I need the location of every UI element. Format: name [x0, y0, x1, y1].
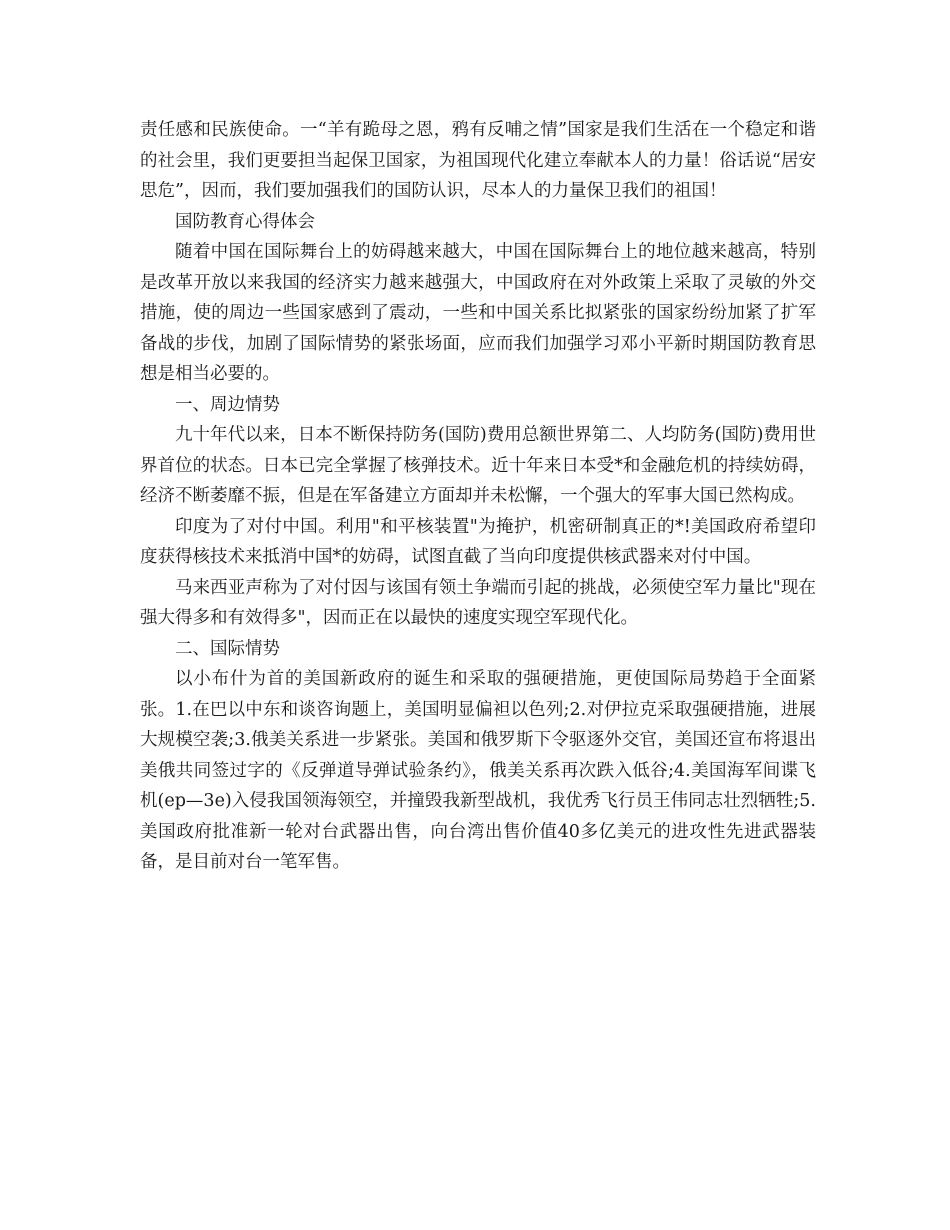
- paragraph-1: 责任感和民族使命。一“羊有跪母之恩，鸦有反哺之情”国家是我们生活在一个稳定和谐的社会里，我们更要担当起保卫国家，为祖国现代化建立奉献本人的力量！俗话说“居安思危”，因而，我们要加强我们的国防认识，尽本人的力量保卫我们的祖国！: [140, 120, 816, 201]
- paragraph-intro: 随着中国在国际舞台上的妨碍越来越大，中国在国际舞台上的地位越来越高，特别是改革开放以来我国的经济实力越来越强大，中国政府在对外政策上采取了灵敏的外交措施，使的周边一些国家感到了震动，一些和中国关系比拟紧张的国家纷纷加紧了扩军备战的步伐，加剧了国际情势的紧张场面，应而我们加强学习邓小平新时期国防教育思想是相当必要的。: [140, 242, 816, 384]
- paragraph-japan: 九十年代以来，日本不断保持防务(国防)费用总额世界第二、人均防务(国防)费用世界首位的状态。日本已完全掌握了核弹技术。近十年来日本受*和金融危机的持续妨碍，经济不断萎靡不振，但是在军备建立方面却并未松懈，一个强大的军事大国已然构成。: [140, 425, 816, 506]
- section-heading-2: 二、国际情势: [175, 638, 280, 659]
- document-body: [140, 115, 816, 878]
- section-title: 国防教育心得体会: [175, 211, 315, 232]
- paragraph-international: 以小布什为首的美国新政府的诞生和采取的强硬措施，更使国际局势趋于全面紧张。1.在巴以中东和谈咨询题上，美国明显偏袒以色列;2.对伊拉克采取强硬措施，进展大规模空袭;3.俄美关系进一步紧张。美国和俄罗斯下令驱逐外交官，美国还宣布将退出美俄共同签过字的《反弹道导弹试验条约》，俄美关系再次跌入低谷;4.美国海军间谍飞机(ep—3e)入侵我国领海领空，并撞毁我新型战机，我优秀飞行员王伟同志壮烈牺牲;5.美国政府批准新一轮对台武器出售，向台湾出售价值40多亿美元的进攻性先进武器装备，是目前对台一笔军售。: [140, 669, 816, 872]
- paragraph-india: 印度为了对付中国。利用"和平核装置"为掩护，机密研制真正的*!美国政府希望印度获得核技术来抵消中国*的妨碍，试图直截了当向印度提供核武器来对付中国。: [140, 516, 816, 567]
- paragraph-malaysia: 马来西亚声称为了对付因与该国有领土争端而引起的挑战，必须使空军力量比"现在强大得多和有效得多"，因而正在以最快的速度实现空军现代化。: [140, 577, 816, 628]
- section-heading-1: 一、周边情势: [175, 394, 280, 415]
